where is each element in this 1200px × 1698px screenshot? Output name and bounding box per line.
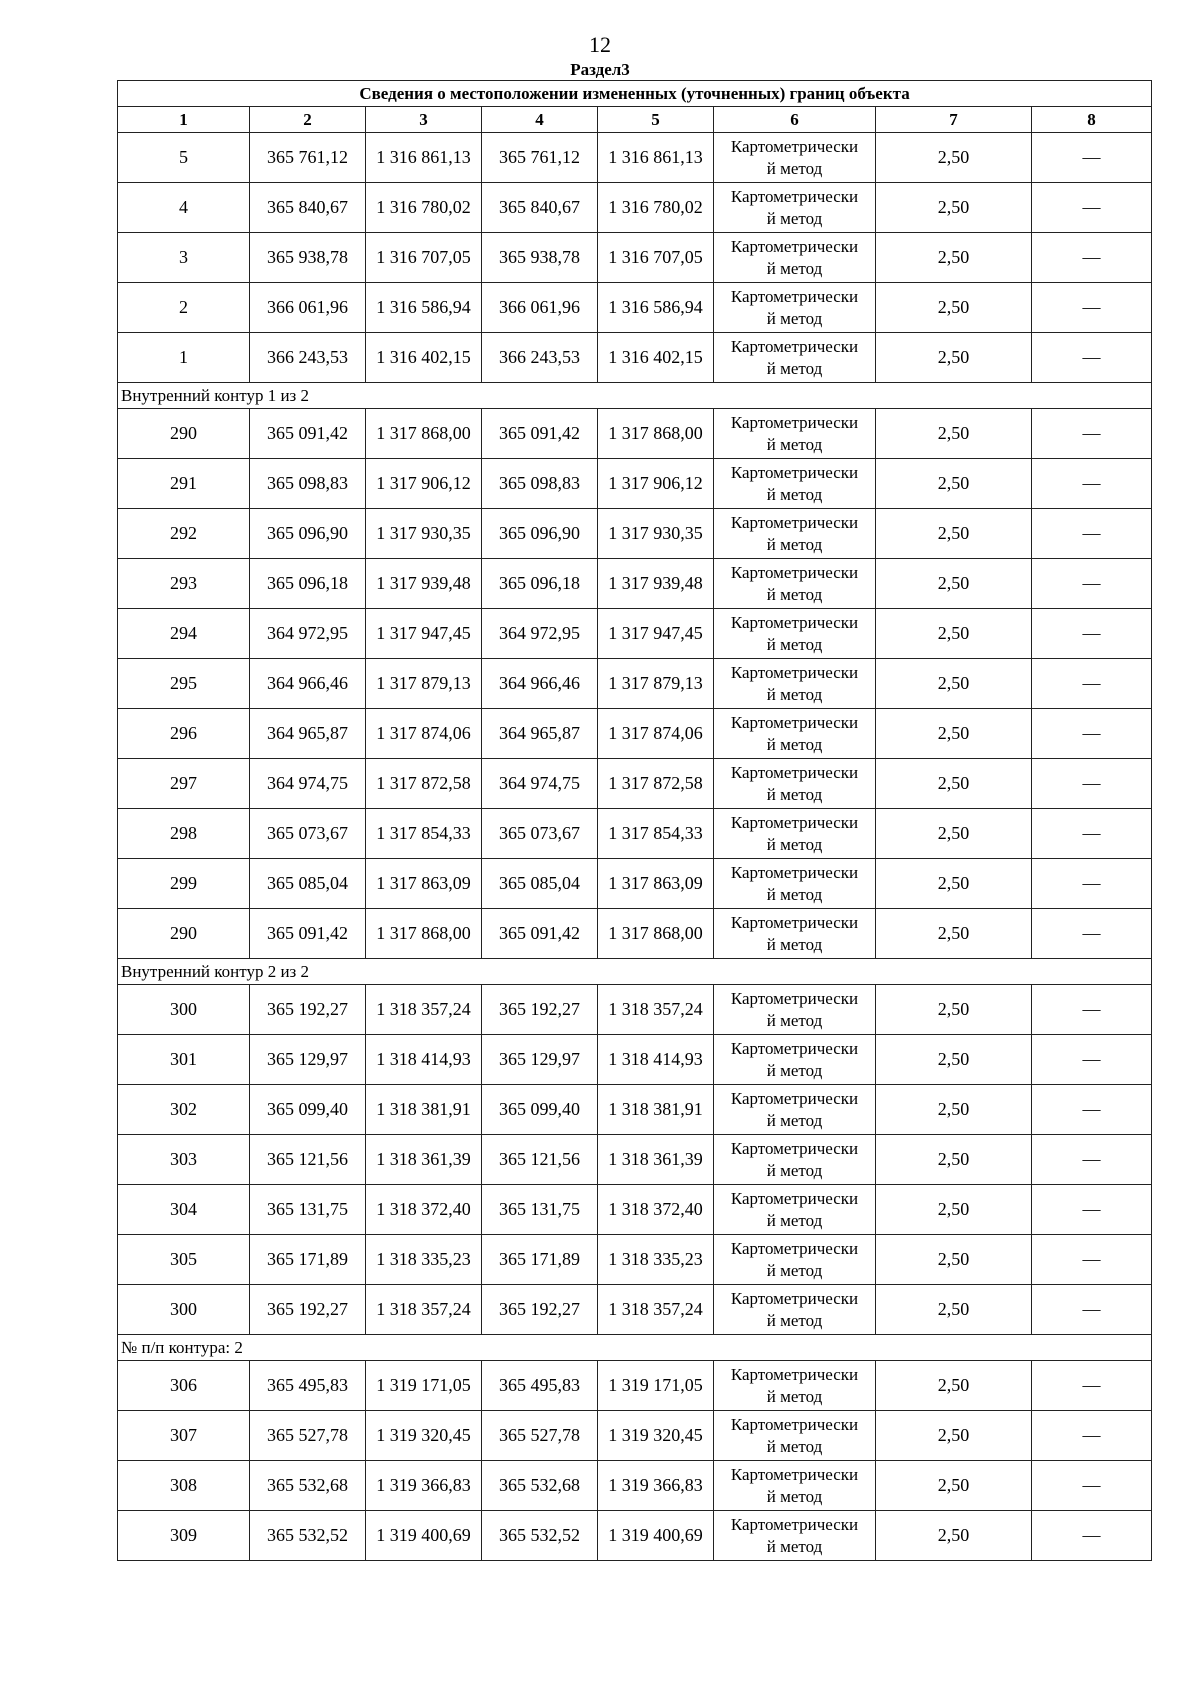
x-coordinate-cell: 365 938,78 <box>482 233 598 283</box>
y-coordinate-cell: 1 317 906,12 <box>598 459 714 509</box>
y-coordinate-cell: 1 318 381,91 <box>598 1085 714 1135</box>
description-cell: — <box>1032 909 1152 959</box>
point-number-cell: 304 <box>118 1185 250 1235</box>
contour-label: № п/п контура: 2 <box>118 1335 1152 1361</box>
accuracy-cell: 2,50 <box>876 809 1032 859</box>
x-coordinate-cell: 364 965,87 <box>482 709 598 759</box>
x-coordinate-cell: 365 098,83 <box>482 459 598 509</box>
y-coordinate-cell: 1 316 586,94 <box>366 283 482 333</box>
table-row <box>118 283 1152 333</box>
y-coordinate-cell: 1 318 361,39 <box>598 1135 714 1185</box>
accuracy-cell: 2,50 <box>876 1461 1032 1511</box>
column-header: 5 <box>598 107 714 133</box>
point-number-cell: 1 <box>118 333 250 383</box>
y-coordinate-cell: 1 316 402,15 <box>366 333 482 383</box>
method-cell: Картометрически й метод <box>714 909 876 959</box>
x-coordinate-cell: 365 096,18 <box>482 559 598 609</box>
x-coordinate-cell: 365 495,83 <box>250 1361 366 1411</box>
method-cell: Картометрически й метод <box>714 809 876 859</box>
description-cell: — <box>1032 409 1152 459</box>
table-row <box>118 1185 1152 1235</box>
x-coordinate-cell: 365 171,89 <box>482 1235 598 1285</box>
y-coordinate-cell: 1 317 939,48 <box>598 559 714 609</box>
y-coordinate-cell: 1 318 381,91 <box>366 1085 482 1135</box>
section-title: Раздел3 <box>570 60 630 79</box>
y-coordinate-cell: 1 316 586,94 <box>598 283 714 333</box>
method-cell: Картометрически й метод <box>714 333 876 383</box>
x-coordinate-cell: 365 099,40 <box>250 1085 366 1135</box>
description-cell: — <box>1032 1085 1152 1135</box>
accuracy-cell: 2,50 <box>876 459 1032 509</box>
x-coordinate-cell: 366 061,96 <box>482 283 598 333</box>
table-caption-row <box>118 81 1152 107</box>
method-cell: Картометрически й метод <box>714 759 876 809</box>
y-coordinate-cell: 1 319 171,05 <box>366 1361 482 1411</box>
x-coordinate-cell: 364 965,87 <box>250 709 366 759</box>
table-caption: Сведения о местоположении измененных (уточненных) границ объекта <box>118 81 1152 107</box>
y-coordinate-cell: 1 318 372,40 <box>366 1185 482 1235</box>
description-cell: — <box>1032 509 1152 559</box>
x-coordinate-cell: 365 527,78 <box>482 1411 598 1461</box>
accuracy-cell: 2,50 <box>876 1411 1032 1461</box>
y-coordinate-cell: 1 317 874,06 <box>598 709 714 759</box>
x-coordinate-cell: 366 243,53 <box>482 333 598 383</box>
accuracy-cell: 2,50 <box>876 333 1032 383</box>
table-row <box>118 1361 1152 1411</box>
x-coordinate-cell: 365 495,83 <box>482 1361 598 1411</box>
x-coordinate-cell: 365 073,67 <box>482 809 598 859</box>
x-coordinate-cell: 364 966,46 <box>482 659 598 709</box>
point-number-cell: 293 <box>118 559 250 609</box>
point-number-cell: 307 <box>118 1411 250 1461</box>
point-number-cell: 2 <box>118 283 250 333</box>
x-coordinate-cell: 365 099,40 <box>482 1085 598 1135</box>
x-coordinate-cell: 365 129,97 <box>250 1035 366 1085</box>
x-coordinate-cell: 365 192,27 <box>250 1285 366 1335</box>
boundary-coordinates-table <box>117 80 1152 1561</box>
point-number-cell: 305 <box>118 1235 250 1285</box>
y-coordinate-cell: 1 318 357,24 <box>366 1285 482 1335</box>
x-coordinate-cell: 365 840,67 <box>250 183 366 233</box>
x-coordinate-cell: 364 966,46 <box>250 659 366 709</box>
y-coordinate-cell: 1 319 320,45 <box>598 1411 714 1461</box>
description-cell: — <box>1032 659 1152 709</box>
description-cell: — <box>1032 233 1152 283</box>
point-number-cell: 5 <box>118 133 250 183</box>
point-number-cell: 301 <box>118 1035 250 1085</box>
accuracy-cell: 2,50 <box>876 1511 1032 1561</box>
accuracy-cell: 2,50 <box>876 909 1032 959</box>
description-cell: — <box>1032 459 1152 509</box>
x-coordinate-cell: 365 761,12 <box>250 133 366 183</box>
table-row <box>118 1511 1152 1561</box>
x-coordinate-cell: 365 121,56 <box>482 1135 598 1185</box>
column-header: 8 <box>1032 107 1152 133</box>
contour-label-row <box>118 1335 1152 1361</box>
y-coordinate-cell: 1 318 357,24 <box>598 1285 714 1335</box>
method-cell: Картометрически й метод <box>714 859 876 909</box>
y-coordinate-cell: 1 317 868,00 <box>598 409 714 459</box>
method-cell: Картометрически й метод <box>714 1461 876 1511</box>
y-coordinate-cell: 1 318 335,23 <box>598 1235 714 1285</box>
table-body <box>118 81 1152 1561</box>
point-number-cell: 292 <box>118 509 250 559</box>
x-coordinate-cell: 365 098,83 <box>250 459 366 509</box>
y-coordinate-cell: 1 319 366,83 <box>366 1461 482 1511</box>
method-cell: Картометрически й метод <box>714 233 876 283</box>
y-coordinate-cell: 1 317 906,12 <box>366 459 482 509</box>
y-coordinate-cell: 1 317 863,09 <box>598 859 714 909</box>
y-coordinate-cell: 1 319 320,45 <box>366 1411 482 1461</box>
description-cell: — <box>1032 859 1152 909</box>
x-coordinate-cell: 364 974,75 <box>250 759 366 809</box>
y-coordinate-cell: 1 318 357,24 <box>598 985 714 1035</box>
y-coordinate-cell: 1 319 366,83 <box>598 1461 714 1511</box>
description-cell: — <box>1032 1235 1152 1285</box>
point-number-cell: 290 <box>118 409 250 459</box>
x-coordinate-cell: 365 131,75 <box>482 1185 598 1235</box>
table-row <box>118 1085 1152 1135</box>
y-coordinate-cell: 1 317 930,35 <box>366 509 482 559</box>
table-row <box>118 659 1152 709</box>
point-number-cell: 308 <box>118 1461 250 1511</box>
y-coordinate-cell: 1 316 707,05 <box>366 233 482 283</box>
y-coordinate-cell: 1 317 863,09 <box>366 859 482 909</box>
y-coordinate-cell: 1 319 400,69 <box>366 1511 482 1561</box>
method-cell: Картометрически й метод <box>714 609 876 659</box>
contour-label: Внутренний контур 1 из 2 <box>118 383 1152 409</box>
x-coordinate-cell: 365 096,18 <box>250 559 366 609</box>
method-cell: Картометрически й метод <box>714 1185 876 1235</box>
accuracy-cell: 2,50 <box>876 409 1032 459</box>
table-row <box>118 1035 1152 1085</box>
y-coordinate-cell: 1 317 947,45 <box>366 609 482 659</box>
y-coordinate-cell: 1 317 872,58 <box>598 759 714 809</box>
y-coordinate-cell: 1 317 854,33 <box>598 809 714 859</box>
y-coordinate-cell: 1 317 868,00 <box>366 409 482 459</box>
column-header: 3 <box>366 107 482 133</box>
method-cell: Картометрически й метод <box>714 985 876 1035</box>
accuracy-cell: 2,50 <box>876 133 1032 183</box>
accuracy-cell: 2,50 <box>876 559 1032 609</box>
x-coordinate-cell: 365 121,56 <box>250 1135 366 1185</box>
x-coordinate-cell: 365 527,78 <box>250 1411 366 1461</box>
column-header: 1 <box>118 107 250 133</box>
x-coordinate-cell: 365 192,27 <box>482 1285 598 1335</box>
description-cell: — <box>1032 985 1152 1035</box>
method-cell: Картометрически й метод <box>714 283 876 333</box>
description-cell: — <box>1032 1185 1152 1235</box>
table-row <box>118 859 1152 909</box>
x-coordinate-cell: 366 243,53 <box>250 333 366 383</box>
point-number-cell: 309 <box>118 1511 250 1561</box>
description-cell: — <box>1032 709 1152 759</box>
table-row <box>118 985 1152 1035</box>
column-header: 4 <box>482 107 598 133</box>
accuracy-cell: 2,50 <box>876 659 1032 709</box>
y-coordinate-cell: 1 317 879,13 <box>366 659 482 709</box>
method-cell: Картометрически й метод <box>714 509 876 559</box>
point-number-cell: 300 <box>118 1285 250 1335</box>
column-header: 6 <box>714 107 876 133</box>
accuracy-cell: 2,50 <box>876 509 1032 559</box>
accuracy-cell: 2,50 <box>876 183 1032 233</box>
table-row <box>118 1235 1152 1285</box>
description-cell: — <box>1032 1361 1152 1411</box>
accuracy-cell: 2,50 <box>876 1185 1032 1235</box>
method-cell: Картометрически й метод <box>714 183 876 233</box>
x-coordinate-cell: 365 096,90 <box>250 509 366 559</box>
y-coordinate-cell: 1 316 861,13 <box>598 133 714 183</box>
y-coordinate-cell: 1 317 874,06 <box>366 709 482 759</box>
column-header: 2 <box>250 107 366 133</box>
accuracy-cell: 2,50 <box>876 1235 1032 1285</box>
y-coordinate-cell: 1 316 780,02 <box>366 183 482 233</box>
table-row <box>118 909 1152 959</box>
contour-label-row <box>118 959 1152 985</box>
point-number-cell: 306 <box>118 1361 250 1411</box>
table-row <box>118 459 1152 509</box>
point-number-cell: 295 <box>118 659 250 709</box>
point-number-cell: 299 <box>118 859 250 909</box>
table-row <box>118 333 1152 383</box>
table-row <box>118 809 1152 859</box>
description-cell: — <box>1032 183 1152 233</box>
method-cell: Картометрически й метод <box>714 709 876 759</box>
point-number-cell: 297 <box>118 759 250 809</box>
method-cell: Картометрически й метод <box>714 409 876 459</box>
table-row <box>118 183 1152 233</box>
y-coordinate-cell: 1 317 872,58 <box>366 759 482 809</box>
table-row <box>118 709 1152 759</box>
x-coordinate-cell: 365 091,42 <box>250 909 366 959</box>
x-coordinate-cell: 365 073,67 <box>250 809 366 859</box>
accuracy-cell: 2,50 <box>876 985 1032 1035</box>
x-coordinate-cell: 365 192,27 <box>482 985 598 1035</box>
description-cell: — <box>1032 1135 1152 1185</box>
y-coordinate-cell: 1 318 335,23 <box>366 1235 482 1285</box>
y-coordinate-cell: 1 318 361,39 <box>366 1135 482 1185</box>
accuracy-cell: 2,50 <box>876 1361 1032 1411</box>
point-number-cell: 298 <box>118 809 250 859</box>
x-coordinate-cell: 365 129,97 <box>482 1035 598 1085</box>
y-coordinate-cell: 1 317 854,33 <box>366 809 482 859</box>
method-cell: Картометрически й метод <box>714 133 876 183</box>
column-header: 7 <box>876 107 1032 133</box>
method-cell: Картометрически й метод <box>714 1361 876 1411</box>
description-cell: — <box>1032 1035 1152 1085</box>
x-coordinate-cell: 364 974,75 <box>482 759 598 809</box>
x-coordinate-cell: 365 096,90 <box>482 509 598 559</box>
table-row <box>118 233 1152 283</box>
accuracy-cell: 2,50 <box>876 1085 1032 1135</box>
description-cell: — <box>1032 559 1152 609</box>
table-row <box>118 759 1152 809</box>
y-coordinate-cell: 1 316 780,02 <box>598 183 714 233</box>
description-cell: — <box>1032 1511 1152 1561</box>
accuracy-cell: 2,50 <box>876 759 1032 809</box>
y-coordinate-cell: 1 319 171,05 <box>598 1361 714 1411</box>
y-coordinate-cell: 1 317 868,00 <box>598 909 714 959</box>
x-coordinate-cell: 366 061,96 <box>250 283 366 333</box>
table-row <box>118 1461 1152 1511</box>
x-coordinate-cell: 365 091,42 <box>482 409 598 459</box>
accuracy-cell: 2,50 <box>876 283 1032 333</box>
point-number-cell: 294 <box>118 609 250 659</box>
x-coordinate-cell: 365 761,12 <box>482 133 598 183</box>
table-row <box>118 409 1152 459</box>
y-coordinate-cell: 1 317 947,45 <box>598 609 714 659</box>
point-number-cell: 4 <box>118 183 250 233</box>
x-coordinate-cell: 365 938,78 <box>250 233 366 283</box>
x-coordinate-cell: 364 972,95 <box>482 609 598 659</box>
point-number-cell: 290 <box>118 909 250 959</box>
method-cell: Картометрически й метод <box>714 1285 876 1335</box>
description-cell: — <box>1032 333 1152 383</box>
y-coordinate-cell: 1 317 868,00 <box>366 909 482 959</box>
description-cell: — <box>1032 133 1152 183</box>
x-coordinate-cell: 365 091,42 <box>482 909 598 959</box>
point-number-cell: 291 <box>118 459 250 509</box>
accuracy-cell: 2,50 <box>876 233 1032 283</box>
table-row <box>118 1135 1152 1185</box>
x-coordinate-cell: 364 972,95 <box>250 609 366 659</box>
table-row <box>118 1411 1152 1461</box>
x-coordinate-cell: 365 091,42 <box>250 409 366 459</box>
point-number-cell: 296 <box>118 709 250 759</box>
x-coordinate-cell: 365 532,52 <box>482 1511 598 1561</box>
y-coordinate-cell: 1 318 414,93 <box>366 1035 482 1085</box>
method-cell: Картометрически й метод <box>714 1035 876 1085</box>
point-number-cell: 3 <box>118 233 250 283</box>
y-coordinate-cell: 1 316 707,05 <box>598 233 714 283</box>
y-coordinate-cell: 1 316 861,13 <box>366 133 482 183</box>
table-header-row <box>118 107 1152 133</box>
table-row <box>118 133 1152 183</box>
description-cell: — <box>1032 1411 1152 1461</box>
description-cell: — <box>1032 283 1152 333</box>
table-row <box>118 559 1152 609</box>
accuracy-cell: 2,50 <box>876 609 1032 659</box>
x-coordinate-cell: 365 192,27 <box>250 985 366 1035</box>
method-cell: Картометрически й метод <box>714 1511 876 1561</box>
y-coordinate-cell: 1 317 939,48 <box>366 559 482 609</box>
method-cell: Картометрически й метод <box>714 459 876 509</box>
x-coordinate-cell: 365 532,52 <box>250 1511 366 1561</box>
method-cell: Картометрически й метод <box>714 659 876 709</box>
x-coordinate-cell: 365 085,04 <box>250 859 366 909</box>
table-row <box>118 609 1152 659</box>
accuracy-cell: 2,50 <box>876 1035 1032 1085</box>
y-coordinate-cell: 1 318 357,24 <box>366 985 482 1035</box>
point-number-cell: 302 <box>118 1085 250 1135</box>
accuracy-cell: 2,50 <box>876 1135 1032 1185</box>
method-cell: Картометрически й метод <box>714 1085 876 1135</box>
y-coordinate-cell: 1 318 414,93 <box>598 1035 714 1085</box>
x-coordinate-cell: 365 085,04 <box>482 859 598 909</box>
point-number-cell: 300 <box>118 985 250 1035</box>
description-cell: — <box>1032 1285 1152 1335</box>
method-cell: Картометрически й метод <box>714 1135 876 1185</box>
accuracy-cell: 2,50 <box>876 1285 1032 1335</box>
y-coordinate-cell: 1 317 879,13 <box>598 659 714 709</box>
method-cell: Картометрически й метод <box>714 559 876 609</box>
y-coordinate-cell: 1 318 372,40 <box>598 1185 714 1235</box>
y-coordinate-cell: 1 319 400,69 <box>598 1511 714 1561</box>
x-coordinate-cell: 365 840,67 <box>482 183 598 233</box>
table-row <box>118 1285 1152 1335</box>
description-cell: — <box>1032 809 1152 859</box>
page-number: 12 <box>589 32 611 57</box>
description-cell: — <box>1032 1461 1152 1511</box>
description-cell: — <box>1032 609 1152 659</box>
point-number-cell: 303 <box>118 1135 250 1185</box>
method-cell: Картометрически й метод <box>714 1235 876 1285</box>
contour-label-row <box>118 383 1152 409</box>
method-cell: Картометрически й метод <box>714 1411 876 1461</box>
x-coordinate-cell: 365 171,89 <box>250 1235 366 1285</box>
x-coordinate-cell: 365 532,68 <box>250 1461 366 1511</box>
table-row <box>118 509 1152 559</box>
accuracy-cell: 2,50 <box>876 709 1032 759</box>
description-cell: — <box>1032 759 1152 809</box>
contour-label: Внутренний контур 2 из 2 <box>118 959 1152 985</box>
x-coordinate-cell: 365 131,75 <box>250 1185 366 1235</box>
x-coordinate-cell: 365 532,68 <box>482 1461 598 1511</box>
accuracy-cell: 2,50 <box>876 859 1032 909</box>
y-coordinate-cell: 1 317 930,35 <box>598 509 714 559</box>
y-coordinate-cell: 1 316 402,15 <box>598 333 714 383</box>
